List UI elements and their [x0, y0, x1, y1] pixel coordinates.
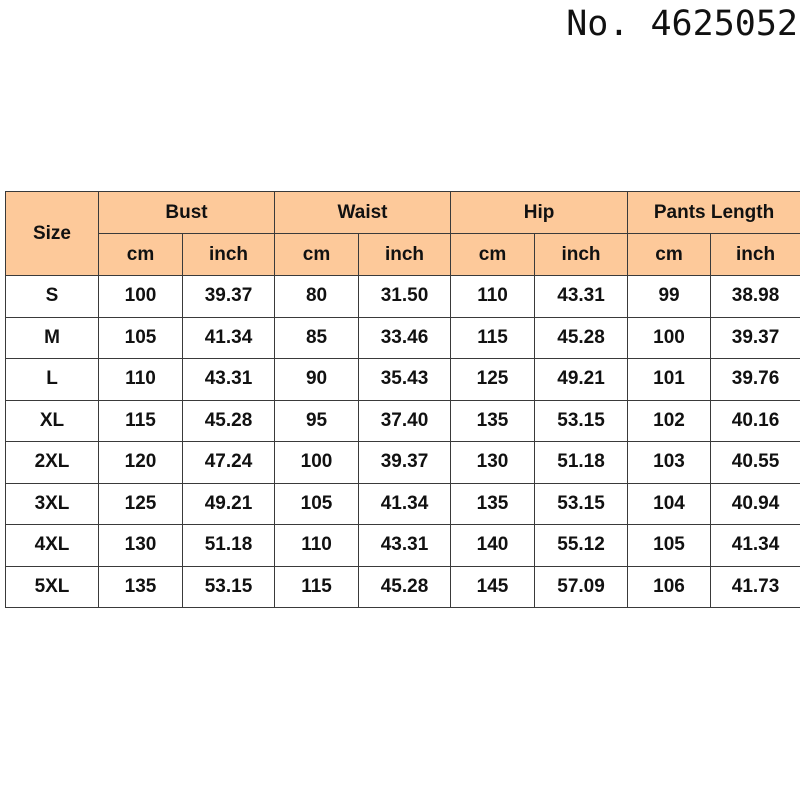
hip-cm-cell: 135: [451, 483, 535, 525]
waist-cm-cell: 95: [275, 400, 359, 442]
unit-header-cm: cm: [628, 234, 711, 276]
hip-inch-cell: 49.21: [535, 359, 628, 401]
bust-inch-cell: 41.34: [183, 317, 275, 359]
waist-inch-cell: 45.28: [359, 566, 451, 608]
unit-header-inch: inch: [183, 234, 275, 276]
group-header-waist: Waist: [275, 192, 451, 234]
waist-inch-cell: 35.43: [359, 359, 451, 401]
hip-inch-cell: 53.15: [535, 400, 628, 442]
waist-cm-cell: 85: [275, 317, 359, 359]
size-cell: M: [6, 317, 99, 359]
size-cell: S: [6, 276, 99, 318]
waist-inch-cell: 41.34: [359, 483, 451, 525]
hip-inch-cell: 45.28: [535, 317, 628, 359]
waist-cm-cell: 90: [275, 359, 359, 401]
table-body: [6, 276, 800, 608]
pants-length-inch-cell: 40.16: [711, 400, 800, 442]
hip-inch-cell: 55.12: [535, 525, 628, 567]
table-row: [6, 276, 800, 318]
size-cell: 2XL: [6, 442, 99, 484]
unit-header-cm: cm: [451, 234, 535, 276]
size-cell: L: [6, 359, 99, 401]
bust-cm-cell: 105: [99, 317, 183, 359]
pants-length-cm-cell: 101: [628, 359, 711, 401]
bust-inch-cell: 53.15: [183, 566, 275, 608]
waist-inch-cell: 39.37: [359, 442, 451, 484]
bust-cm-cell: 120: [99, 442, 183, 484]
waist-cm-cell: 80: [275, 276, 359, 318]
waist-inch-cell: 37.40: [359, 400, 451, 442]
group-header-bust: Bust: [99, 192, 275, 234]
size-cell: 3XL: [6, 483, 99, 525]
size-cell: 5XL: [6, 566, 99, 608]
product-number: No. 4625052: [566, 4, 798, 44]
pants-length-inch-cell: 41.73: [711, 566, 800, 608]
unit-header-cm: cm: [275, 234, 359, 276]
pants-length-inch-cell: 41.34: [711, 525, 800, 567]
group-header-pants-length: Pants Length: [628, 192, 800, 234]
hip-cm-cell: 115: [451, 317, 535, 359]
unit-header-inch: inch: [711, 234, 800, 276]
waist-cm-cell: 115: [275, 566, 359, 608]
table-row: [6, 317, 800, 359]
bust-cm-cell: 100: [99, 276, 183, 318]
table-row: [6, 525, 800, 567]
table-row: [6, 442, 800, 484]
size-chart-table: [5, 191, 800, 608]
waist-cm-cell: 110: [275, 525, 359, 567]
waist-inch-cell: 43.31: [359, 525, 451, 567]
bust-inch-cell: 45.28: [183, 400, 275, 442]
hip-cm-cell: 130: [451, 442, 535, 484]
waist-inch-cell: 31.50: [359, 276, 451, 318]
hip-cm-cell: 135: [451, 400, 535, 442]
bust-cm-cell: 130: [99, 525, 183, 567]
waist-inch-cell: 33.46: [359, 317, 451, 359]
hip-cm-cell: 125: [451, 359, 535, 401]
pants-length-cm-cell: 102: [628, 400, 711, 442]
size-cell: XL: [6, 400, 99, 442]
bust-cm-cell: 135: [99, 566, 183, 608]
table-header: [6, 192, 800, 276]
pants-length-cm-cell: 99: [628, 276, 711, 318]
size-cell: 4XL: [6, 525, 99, 567]
pants-length-inch-cell: 38.98: [711, 276, 800, 318]
hip-cm-cell: 110: [451, 276, 535, 318]
unit-header-inch: inch: [535, 234, 628, 276]
unit-header-cm: cm: [99, 234, 183, 276]
bust-inch-cell: 49.21: [183, 483, 275, 525]
bust-cm-cell: 125: [99, 483, 183, 525]
hip-inch-cell: 43.31: [535, 276, 628, 318]
bust-inch-cell: 43.31: [183, 359, 275, 401]
bust-inch-cell: 51.18: [183, 525, 275, 567]
pants-length-cm-cell: 103: [628, 442, 711, 484]
pants-length-cm-cell: 106: [628, 566, 711, 608]
pants-length-inch-cell: 39.37: [711, 317, 800, 359]
unit-header-inch: inch: [359, 234, 451, 276]
size-column-header: Size: [6, 192, 99, 276]
pants-length-cm-cell: 105: [628, 525, 711, 567]
hip-inch-cell: 53.15: [535, 483, 628, 525]
header-group-row: [6, 192, 800, 234]
bust-inch-cell: 47.24: [183, 442, 275, 484]
table-row: [6, 566, 800, 608]
waist-cm-cell: 105: [275, 483, 359, 525]
bust-cm-cell: 110: [99, 359, 183, 401]
pants-length-cm-cell: 100: [628, 317, 711, 359]
waist-cm-cell: 100: [275, 442, 359, 484]
hip-inch-cell: 51.18: [535, 442, 628, 484]
hip-cm-cell: 145: [451, 566, 535, 608]
pants-length-inch-cell: 39.76: [711, 359, 800, 401]
pants-length-inch-cell: 40.55: [711, 442, 800, 484]
group-header-hip: Hip: [451, 192, 628, 234]
pants-length-inch-cell: 40.94: [711, 483, 800, 525]
bust-cm-cell: 115: [99, 400, 183, 442]
table-row: [6, 359, 800, 401]
header-unit-row: [6, 234, 800, 276]
hip-cm-cell: 140: [451, 525, 535, 567]
table-row: [6, 400, 800, 442]
pants-length-cm-cell: 104: [628, 483, 711, 525]
table-row: [6, 483, 800, 525]
hip-inch-cell: 57.09: [535, 566, 628, 608]
bust-inch-cell: 39.37: [183, 276, 275, 318]
